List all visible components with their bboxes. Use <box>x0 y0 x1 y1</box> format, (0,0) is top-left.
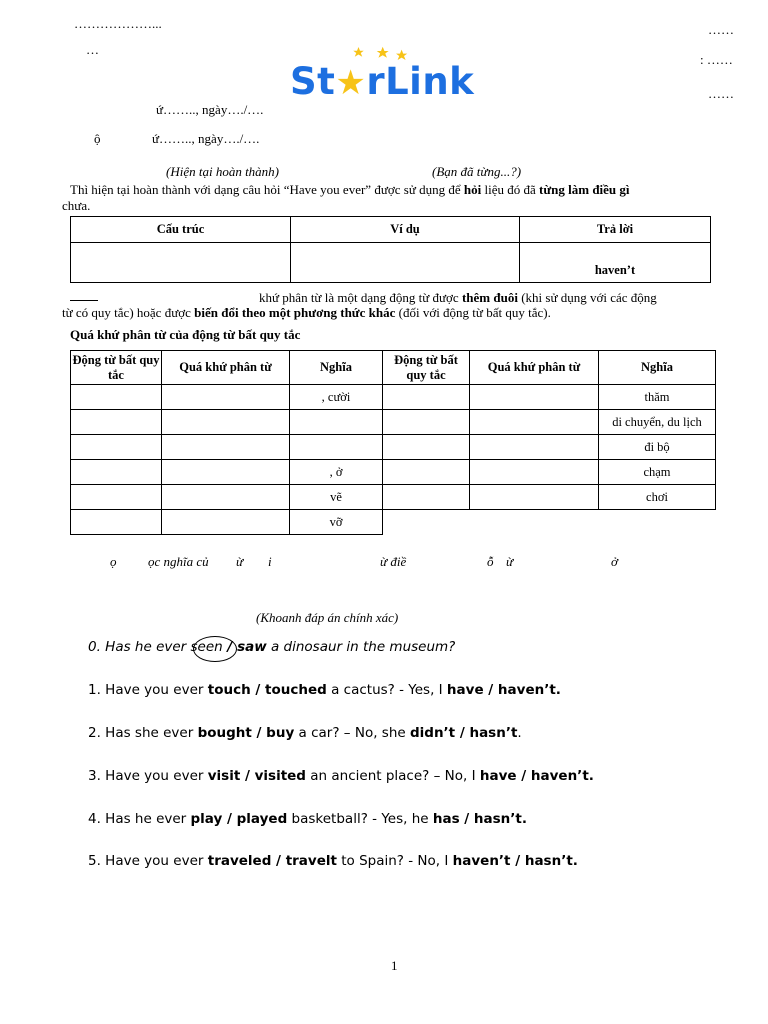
irregular-heading: Quá khứ phân từ của động từ bất quy tắc <box>70 327 301 342</box>
item-verb-options[interactable]: bought / buy <box>197 725 295 741</box>
participle-line-1 <box>259 290 657 306</box>
irregular-header: Nghĩa <box>290 351 383 385</box>
table-row <box>71 410 716 435</box>
exercise-item-3 <box>88 768 594 784</box>
item-text: a cactus? - Yes, I <box>326 682 447 698</box>
participle-text-f: (đối với động từ bất quy tắc). <box>395 305 551 320</box>
item-text: 0. Has he ever <box>88 639 191 655</box>
instruction-fragment: ọc nghĩa củ <box>148 554 209 569</box>
item-text: . <box>517 725 522 741</box>
irregular-header: Quá khứ phân từ <box>470 351 599 385</box>
date-line-2-prefix: ộ <box>94 131 101 146</box>
date-line-1: ứ…….., ngày…./…. <box>156 102 264 117</box>
table-cell: di chuyển, du lịch <box>599 410 716 435</box>
item-text: a car? – No, she <box>294 725 410 741</box>
page-number: 1 <box>391 958 398 973</box>
starlink-logo <box>290 46 480 104</box>
date-line-2: ứ…….., ngày…./…. <box>152 131 260 146</box>
table-cell: đi bộ <box>599 435 716 460</box>
item-verb-options[interactable]: play / played <box>190 811 288 827</box>
header-dots-right-2: : …… <box>700 52 733 67</box>
table-cell <box>162 385 290 410</box>
irregular-header: Nghĩa <box>599 351 716 385</box>
exercise-item-5 <box>88 853 578 869</box>
structure-table <box>70 216 711 283</box>
participle-text-a: khứ phân từ là một dạng động từ được <box>259 290 462 305</box>
logo-text-start: St <box>290 60 336 103</box>
table-cell <box>290 435 383 460</box>
table-cell <box>162 485 290 510</box>
item-answer-options[interactable]: have / haven’t. <box>479 768 594 784</box>
exercise-item-2 <box>88 725 522 741</box>
item-verb-options[interactable]: traveled / travelt <box>207 853 337 869</box>
item-answer-options[interactable]: have / haven’t. <box>446 682 561 698</box>
table-row <box>71 385 716 410</box>
intro-text-c: liệu đó đã <box>481 182 540 197</box>
table-cell: chơi <box>599 485 716 510</box>
structure-answer-cell: haven’t <box>520 243 711 283</box>
item-option-circled[interactable]: seen <box>190 639 223 655</box>
intro-title-left: (Hiện tại hoàn thành) <box>166 164 280 179</box>
instruction-fragment: ừ điề <box>380 554 407 569</box>
table-cell <box>290 410 383 435</box>
table-cell <box>383 485 470 510</box>
item-answer-options[interactable]: has / hasn’t. <box>432 811 528 827</box>
table-cell <box>71 410 162 435</box>
table-cell <box>162 510 290 535</box>
instruction-fragment: ừ <box>236 554 244 569</box>
table-cell <box>383 410 470 435</box>
table-row <box>71 510 716 535</box>
table-cell <box>162 435 290 460</box>
irregular-verbs-table <box>70 350 716 535</box>
exercise-item-4 <box>88 811 527 827</box>
header-dots-left-2: … <box>86 42 99 57</box>
table-row <box>71 460 716 485</box>
participle-text-c: (khi sử dụng với các động <box>517 290 657 305</box>
irregular-header: Động từ bất quy tắc <box>71 351 162 385</box>
table-cell <box>383 460 470 485</box>
item-separator: / <box>222 639 238 655</box>
participle-text-b: thêm đuôi <box>461 290 518 305</box>
item-text: a dinosaur in the museum? <box>266 639 456 655</box>
structure-cell <box>71 243 291 283</box>
table-cell-empty <box>599 510 716 535</box>
header-dots-left-1: ………………... <box>74 16 162 31</box>
table-cell: , cười <box>290 385 383 410</box>
table-cell <box>71 485 162 510</box>
item-text: basketball? - Yes, he <box>287 811 433 827</box>
intro-title-right: (Bạn đã từng...?) <box>432 164 522 179</box>
table-cell <box>470 485 599 510</box>
participle-line-2 <box>62 305 551 321</box>
item-verb-options[interactable]: visit / visited <box>207 768 306 784</box>
table-cell <box>71 385 162 410</box>
table-cell <box>383 435 470 460</box>
intro-line-2: chưa. <box>62 198 91 213</box>
answer-circle-mark <box>190 636 237 662</box>
table-cell: thăm <box>599 385 716 410</box>
instruction-fragment: i <box>268 554 272 569</box>
blank-underline <box>70 300 98 301</box>
instruction-fragment: ỗ <box>487 554 494 569</box>
structure-header-tra-loi: Trả lời <box>520 217 711 243</box>
table-cell <box>162 410 290 435</box>
item-text: 4. Has he ever <box>88 811 191 827</box>
header-dots-right-1: …… <box>708 22 734 37</box>
header-dots-right-3: …… <box>708 86 734 101</box>
table-cell <box>383 385 470 410</box>
item-text: an ancient place? – No, I <box>305 768 480 784</box>
structure-cell <box>291 243 520 283</box>
structure-header-vi-du: Ví dụ <box>291 217 520 243</box>
table-cell <box>470 435 599 460</box>
item-text: 5. Have you ever <box>88 853 208 869</box>
participle-text-d: từ có quy tắc) hoặc được <box>62 305 195 320</box>
logo-wordmark <box>290 60 474 103</box>
item-answer-options[interactable]: haven’t / hasn’t. <box>452 853 578 869</box>
table-cell-empty <box>383 510 470 535</box>
table-cell: vỡ <box>290 510 383 535</box>
item-text: 1. Have you ever <box>88 682 208 698</box>
item-answer-options[interactable]: didn’t / hasn’t <box>409 725 518 741</box>
table-cell-empty <box>470 510 599 535</box>
table-cell <box>71 460 162 485</box>
table-cell <box>162 460 290 485</box>
intro-line-1 <box>70 182 630 198</box>
exercise-item-0 <box>88 639 455 655</box>
table-row <box>71 435 716 460</box>
table-cell <box>470 410 599 435</box>
intro-text-a: Thì hiện tại hoàn thành với dạng câu hỏi “Have you ever” được sử dụng để <box>70 182 464 197</box>
item-text: 2. Has she ever <box>88 725 198 741</box>
exercise-subtitle: (Khoanh đáp án chính xác) <box>256 610 399 625</box>
instruction-fragment: ừ <box>506 554 514 569</box>
table-cell <box>71 510 162 535</box>
intro-text-d: từng làm điều gì <box>539 182 630 197</box>
table-cell <box>470 385 599 410</box>
item-text: 3. Have you ever <box>88 768 208 784</box>
item-verb-options[interactable]: touch / touched <box>207 682 327 698</box>
logo-text-end: rLink <box>366 60 475 103</box>
item-text: to Spain? - No, I <box>336 853 453 869</box>
irregular-header: Quá khứ phân từ <box>162 351 290 385</box>
irregular-header: Động từ bất quy tắc <box>383 351 470 385</box>
exercise-item-1 <box>88 682 561 698</box>
structure-header-cau-truc: Cấu trúc <box>71 217 291 243</box>
table-cell: vẽ <box>290 485 383 510</box>
item-option[interactable]: saw <box>237 639 267 655</box>
instruction-fragment: ở <box>611 554 618 569</box>
table-row <box>71 485 716 510</box>
table-cell <box>71 435 162 460</box>
instruction-fragment: ọ <box>110 554 117 569</box>
participle-text-e: biến đổi theo một phương thức khác <box>194 305 396 320</box>
intro-text-b: hỏi <box>463 182 482 197</box>
table-cell <box>470 460 599 485</box>
logo-star-icon: ★ <box>335 63 367 103</box>
table-cell: chạm <box>599 460 716 485</box>
table-cell: , ở <box>290 460 383 485</box>
